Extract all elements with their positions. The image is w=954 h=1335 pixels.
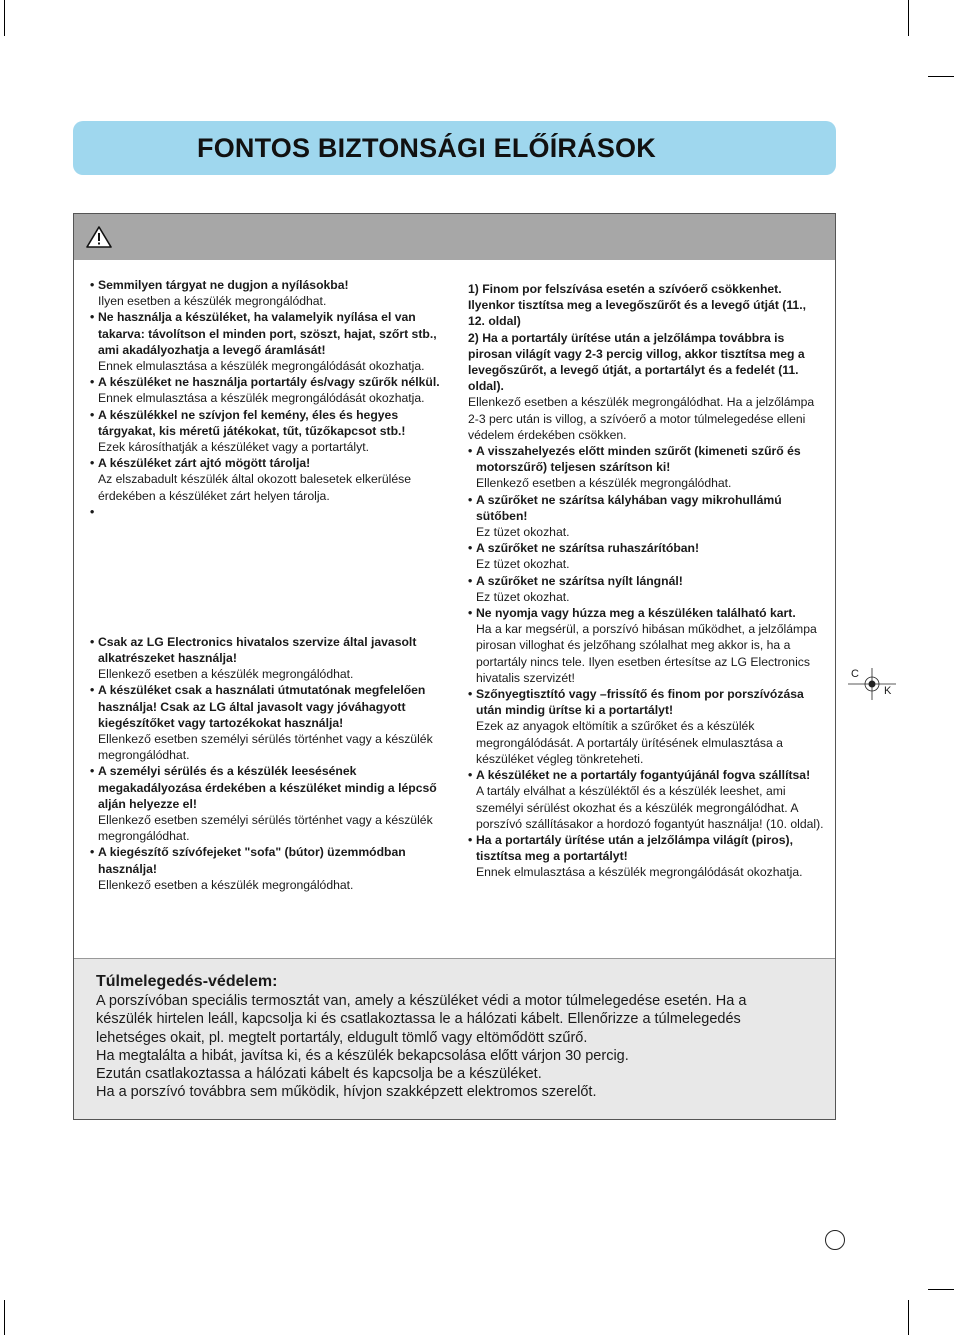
list-item: • A készülékkel ne szívjon fel kemény, éles és hegyes tárgyakat, kis méretű játékokat, tűt, tűzőkapcsot stb.! Ezek károsíthatják a készüléket vagy a portartályt.	[90, 407, 452, 456]
list-item: • A készüléket ne a portartály fogantyújánál fogva szállítsa! A tartály elválhat a készüléktől és a készülék leeshet, ami személyi sérülést okozhat és a készülék megrongálódhat. A porszívó szállításakor a hordozó fogantyút használja! (10. oldal).	[468, 767, 824, 832]
list-item: • A visszahelyezés előtt minden szűrőt (kimeneti szűrő és motorszűrő) teljesen szárítson ki! Ellenkező esetben a készülék megrongálódhat.	[468, 443, 824, 492]
list-item: • A szűrőket ne szárítsa kályhában vagy mikrohullámú sütőben! Ez tüzet okozhat.	[468, 492, 824, 541]
list-item: • A készüléket csak a használati útmutatónak megfelelően használja! Csak az LG által javasolt vagy jóváhagyott kiegészítőket vagy tartozékokat használja! Ellenkező esetben személyi sérülés történhet vagy a készülék megrongálódhat.	[90, 682, 452, 763]
list-item: • A szűrőket ne szárítsa ruhaszárítóban! Ez tüzet okozhat.	[468, 540, 824, 572]
list-item: • A szűrőket ne szárítsa nyílt lángnál! Ez tüzet okozhat.	[468, 573, 824, 605]
list-item: • A kiegészítő szívófejeket "sofa" (bútor) üzemmódban használja! Ellenkező esetben a készülék megrongálódhat.	[90, 844, 452, 893]
list-item: • Ne használja a készüléket, ha valamelyik nyílása el van takarva: távolítson el minden port, szöszt, hajat, szőrt stb., ami akadályozhatja a levegő áramlását! Ennek elmulasztása a készülék megrongálódását okozhatja.	[90, 309, 452, 374]
crop-mark	[4, 0, 5, 36]
list-item: • Szőnyegtisztító vagy –frissítő és finom por porszívózása után mindig ürítse ki a portartályt! Ezek az anyagok eltömítik a szűrőket és a készülék megrongálódását. A portartály ürítésének elmulasztása a készüléket végleg tönkreteheti.	[468, 686, 824, 767]
registration-label-c: C	[851, 668, 859, 680]
list-item: • A készüléket zárt ajtó mögött tárolja! Az elszabadult készülék által okozott balesetek elkerülése érdekében a készüléket zárt helyen tárolja.	[90, 455, 452, 504]
overheat-body: A porszívóban speciális termosztát van, amely a készüléket védi a motor túlmelegedése esetén. Ha a készülék hirtelen leáll, kapcsolja ki és csatlakoztassa le a hálózati kábelt. Ellenőrizze a túlmelegedés lehetséges okait, pl. megtelt portartály, eldugult tömlő vagy eltömődött szűrő. Ha megtalálta a hibát, javítsa ki, és a készülék bekapcsolása előtt várjon 30 percig. Ezután csatlakoztassa a hálózati kábelt és kapcsolja be a készüléket. Ha a porszívó továbbra sem működik, hívjon szakképzett elektromos szerelőt.	[96, 993, 747, 1101]
list-item: • Csak az LG Electronics hivatalos szervize által javasolt alkatrészeket használja! Ellenkező esetben a készülék megrongálódhat.	[90, 634, 452, 683]
left-column	[90, 277, 452, 893]
list-item: • Semmilyen tárgyat ne dugjon a nyílásokba! Ilyen esetben a készülék megrongálódhat.	[90, 277, 452, 309]
crop-mark	[928, 76, 954, 77]
crop-mark	[908, 1300, 909, 1335]
warning-header	[74, 214, 835, 260]
page-title: FONTOS BIZTONSÁGI ELŐÍRÁSOK	[197, 133, 656, 163]
list-item: • A készüléket ne használja portartály és/vagy szűrők nélkül. Ennek elmulasztása a készülék megrongálódását okozhatja.	[90, 374, 452, 406]
intro-note: 1) Finom por felszívása esetén a szívóerő csökkenhet. Ilyenkor tisztítsa meg a levegőszűrőt és a levegő útját (11., 12. oldal) 2) Ha a portartály ürítése után a jelzőlámpa továbbra is pirosan világít vagy 2-3 percig villog, akkor tisztítsa meg a levegőszűrőt, a levegő útját, a portartályt és a fedelét (11. oldal). Ellenkező esetben a készülék megrongálódhat. Ha a jelzőlámpa 2-3 perc után is villog, a szívóerő a motor túlmelegedése elleni védelem érdekében csökken.	[468, 282, 815, 442]
warning-triangle-icon	[86, 226, 112, 248]
overheat-title: Túlmelegedés-védelem:	[96, 973, 278, 990]
list-item: • Ha a portartály ürítése után a jelzőlámpa világít (piros), tisztítsa meg a portartályt! Ennek elmulasztása a készülék megrongálódását okozhatja.	[468, 832, 824, 881]
right-column	[468, 281, 824, 881]
crop-mark	[908, 0, 909, 36]
list-item: • A személyi sérülés és a készülék leesésének megakadályozása érdekében a készüléket mindig a lépcső alján helyezze el! Ellenkező esetben személyi sérülés történhet vagy a készülék megrongálódhat.	[90, 763, 452, 844]
crop-mark	[4, 1300, 5, 1335]
list-item-empty	[90, 504, 452, 634]
overheat-protection-section	[74, 958, 835, 1119]
safety-panel	[73, 213, 836, 1120]
title-banner	[73, 121, 836, 175]
list-item: • Ne nyomja vagy húzza meg a készüléken található kart. Ha a kar megsérül, a porszívó hibásan működhet, a jelzőlámpa pirosan villoghat és jelzőhang szólalhat meg akkor is, ha a portartály nincs tele. Ilyen esetben értesítse az LG Electronics hivatalis szervizét!	[468, 605, 824, 686]
crop-mark	[928, 1289, 954, 1290]
page-number-circle	[825, 1230, 845, 1250]
registration-label-k: K	[884, 685, 892, 697]
